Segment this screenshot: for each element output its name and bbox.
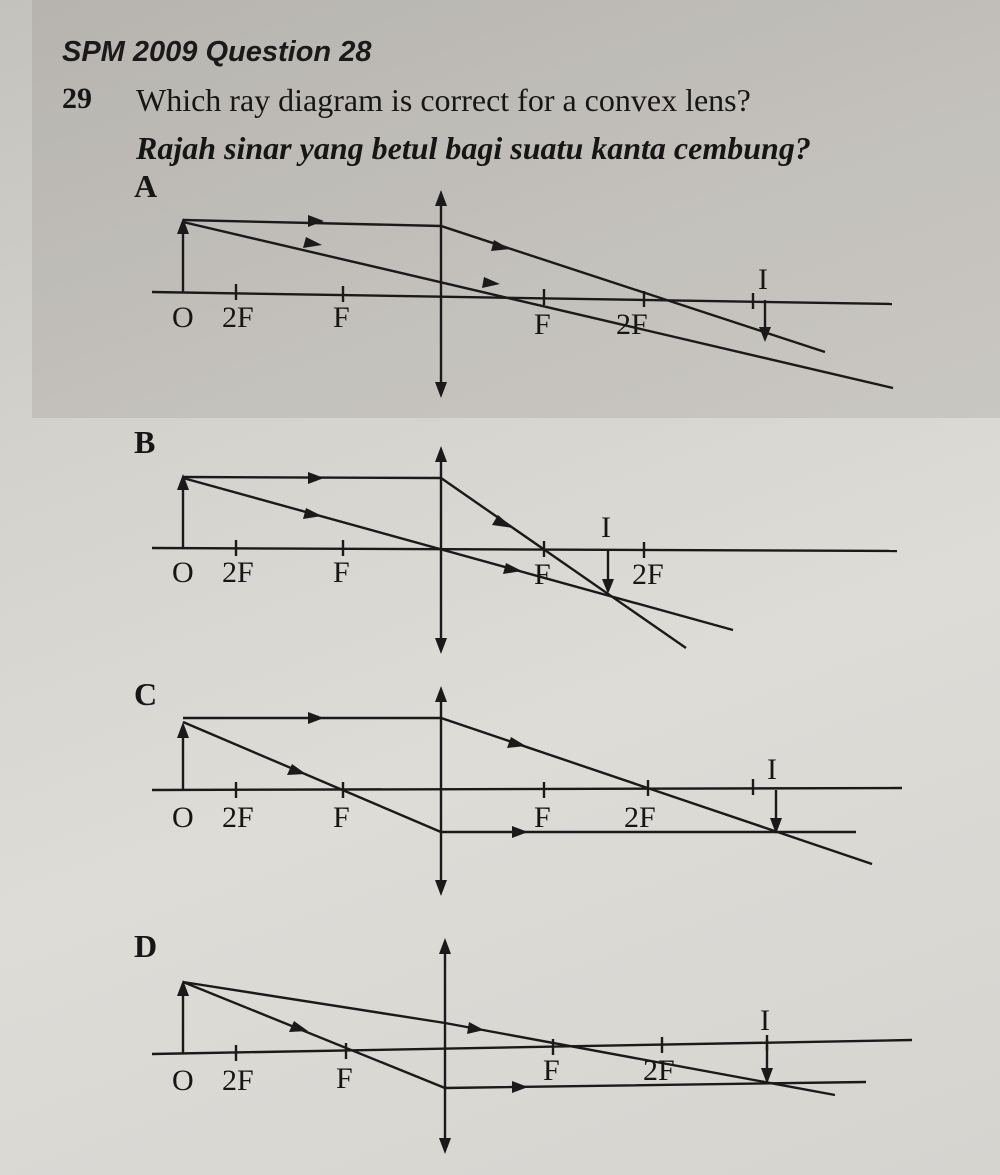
label-2f-right: 2F xyxy=(643,1054,675,1087)
label-2f-left: 2F xyxy=(222,801,254,834)
object-label: O xyxy=(172,301,194,334)
option-letter-a[interactable]: A xyxy=(134,168,158,204)
label-f-right: F xyxy=(534,558,551,591)
label-f-left: F xyxy=(333,801,350,834)
question-translation: Rajah sinar yang betul bagi suatu kanta cembung? xyxy=(136,130,811,166)
label-2f-right: 2F xyxy=(632,558,664,591)
question-text: Which ray diagram is correct for a convex lens? xyxy=(136,82,751,118)
label-f-left: F xyxy=(336,1062,353,1095)
image-label: I xyxy=(601,511,611,544)
principal-axis xyxy=(152,1040,912,1054)
ray-upper xyxy=(183,982,835,1095)
option-letter-c[interactable]: C xyxy=(134,676,158,712)
label-f-left: F xyxy=(333,301,350,334)
lens-arrow-bottom xyxy=(439,1138,451,1154)
label-2f-left: 2F xyxy=(222,556,254,589)
label-f-left: F xyxy=(333,556,350,589)
label-2f-right: 2F xyxy=(616,308,648,341)
option-letter-b[interactable]: B xyxy=(134,424,156,460)
question-source: SPM 2009 Question 28 xyxy=(62,36,372,68)
lens-arrow-top xyxy=(439,938,451,954)
label-f-right: F xyxy=(534,801,551,834)
image-label: I xyxy=(767,753,777,786)
question-number: 29 xyxy=(62,82,92,115)
option-letter-d[interactable]: D xyxy=(134,928,158,964)
label-2f-right: 2F xyxy=(624,801,656,834)
label-f-right: F xyxy=(543,1054,560,1087)
image-label: I xyxy=(758,263,768,296)
object-label: O xyxy=(172,801,194,834)
image-label: I xyxy=(760,1004,770,1037)
object-label: O xyxy=(172,1064,194,1097)
object-label: O xyxy=(172,556,194,589)
label-2f-left: 2F xyxy=(222,1064,254,1097)
label-f-right: F xyxy=(534,308,551,341)
label-2f-left: 2F xyxy=(222,301,254,334)
